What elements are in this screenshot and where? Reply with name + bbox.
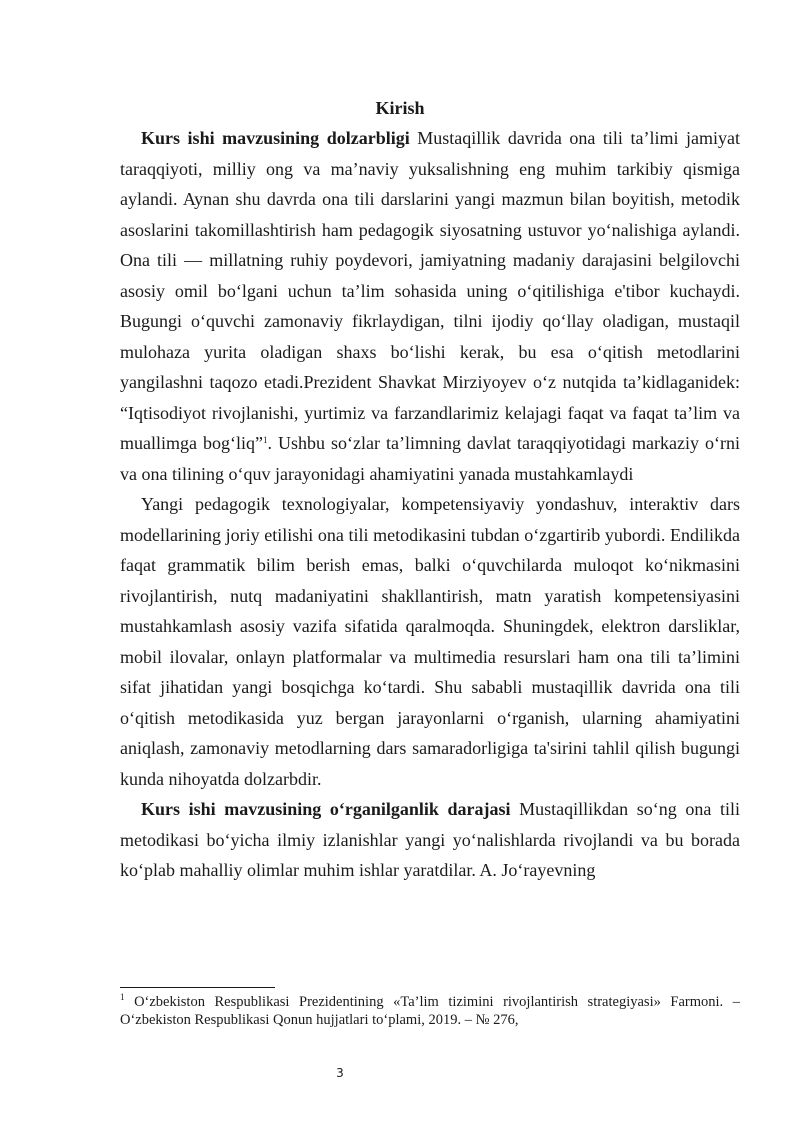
footnote-entry (120, 993, 740, 1029)
paragraph-lead: Kurs ishi mavzusining dolzarbligi (141, 128, 410, 148)
paragraph-text: Mustaqillik davrida ona tili ta’limi jamiyat taraqqiyoti, milliy ong va ma’naviy yuksalishning eng muhim tarkibiy qismiga aylandi. Aynan shu davrda ona tili darslarini yangi mazmun bilan boyitish, metodik asoslarini takomillashtirish ham pedagogik siyosatning ustuvor yo‘nalishiga aylandi. Ona tili — millatning ruhiy poydevori, jamiyatning madaniy darajasini belgilovchi asosiy omil bo‘lgani uchun ta’lim sohasida uning o‘qitilishiga e'tibor kuchaydi. Bugungi o‘quvchi zamonaviy fikrlaydigan, tilni ijodiy qo‘llay oladigan, mustaqil mulohaza yurita oladigan shaxs bo‘lishi kerak, bu esa o‘qitish metodlarini yangilashni taqozo etadi.Prezident Shavkat Mirziyoyev o‘z nutqida ta’kidlaganidek: “Iqtisodiyot rivojlanishi, yurtimiz va farzandlarimiz kelajagi faqat va faqat ta’lim va muallimga bog‘liq” (120, 128, 740, 453)
paragraph-technologies (120, 489, 740, 794)
footnote (120, 993, 740, 1029)
page-number: 3 (336, 1066, 344, 1080)
paragraph-text: Yangi pedagogik texnologiyalar, kompetensiyaviy yondashuv, interaktiv dars modellarining joriy etilishi ona tili metodikasini tubdan o‘zgartirib yubordi. Endilikda faqat grammatik bilim berish emas, balki o‘quvchilarda muloqot ko‘nikmasini rivojlantirish, nutq madaniyatini shakllantirish, matn yaratish kompetensiyasini mustahkamlash asosiy vazifa sifatida qaralmoqda. Shuningdek, elektron darsliklar, mobil ilovalar, onlayn platformalar va multimedia resurslari ham ona tili ta’limini sifat jihatidan yangi bosqichga ko‘tardi. Shu sababli mustaqillik davrida ona tili o‘qitish metodikasida yuz bergan jarayonlarni o‘rganish, ularning ahamiyatini aniqlash, zamonaviy metodlarning dars samaradorligiga ta'sirini tahlil qilish bugungi kunda nihoyatda dolzarbdir. (120, 494, 740, 789)
footnote-reference[interactable]: 1 (263, 435, 268, 445)
paragraph-study-level (120, 794, 740, 886)
paragraph-lead: Kurs ishi mavzusining o‘rganilganlik darajasi (141, 799, 511, 819)
section-heading: Kirish (375, 98, 425, 118)
paragraph-relevance (120, 123, 740, 489)
paragraph-text: . Ushbu so‘zlar ta’limning davlat taraqqiyotidagi markaziy o‘rni va ona tilining o‘quv jarayonidagi ahamiyatini yanada mustahkamlaydi (120, 433, 741, 484)
footnote-text: O‘zbekiston Respublikasi Prezidentining «Ta’lim tizimini rivojlantirish strategiyasi» Farmoni. – O‘zbekiston Respublikasi Qonun hujjatlari to‘plami, 2019. – № 276, (120, 994, 740, 1028)
footnote-mark: 1 (120, 992, 125, 1002)
footnote-separator (120, 987, 275, 988)
paragraph-text: Mustaqillikdan so‘ng ona tili metodikasi bo‘yicha ilmiy izlanishlar yangi yo‘nalishlarda rivojlandi va bu borada ko‘plab mahalliy olimlar muhim ishlar yaratdilar. A. Jo‘rayevning (120, 799, 740, 880)
body-text (120, 123, 740, 886)
